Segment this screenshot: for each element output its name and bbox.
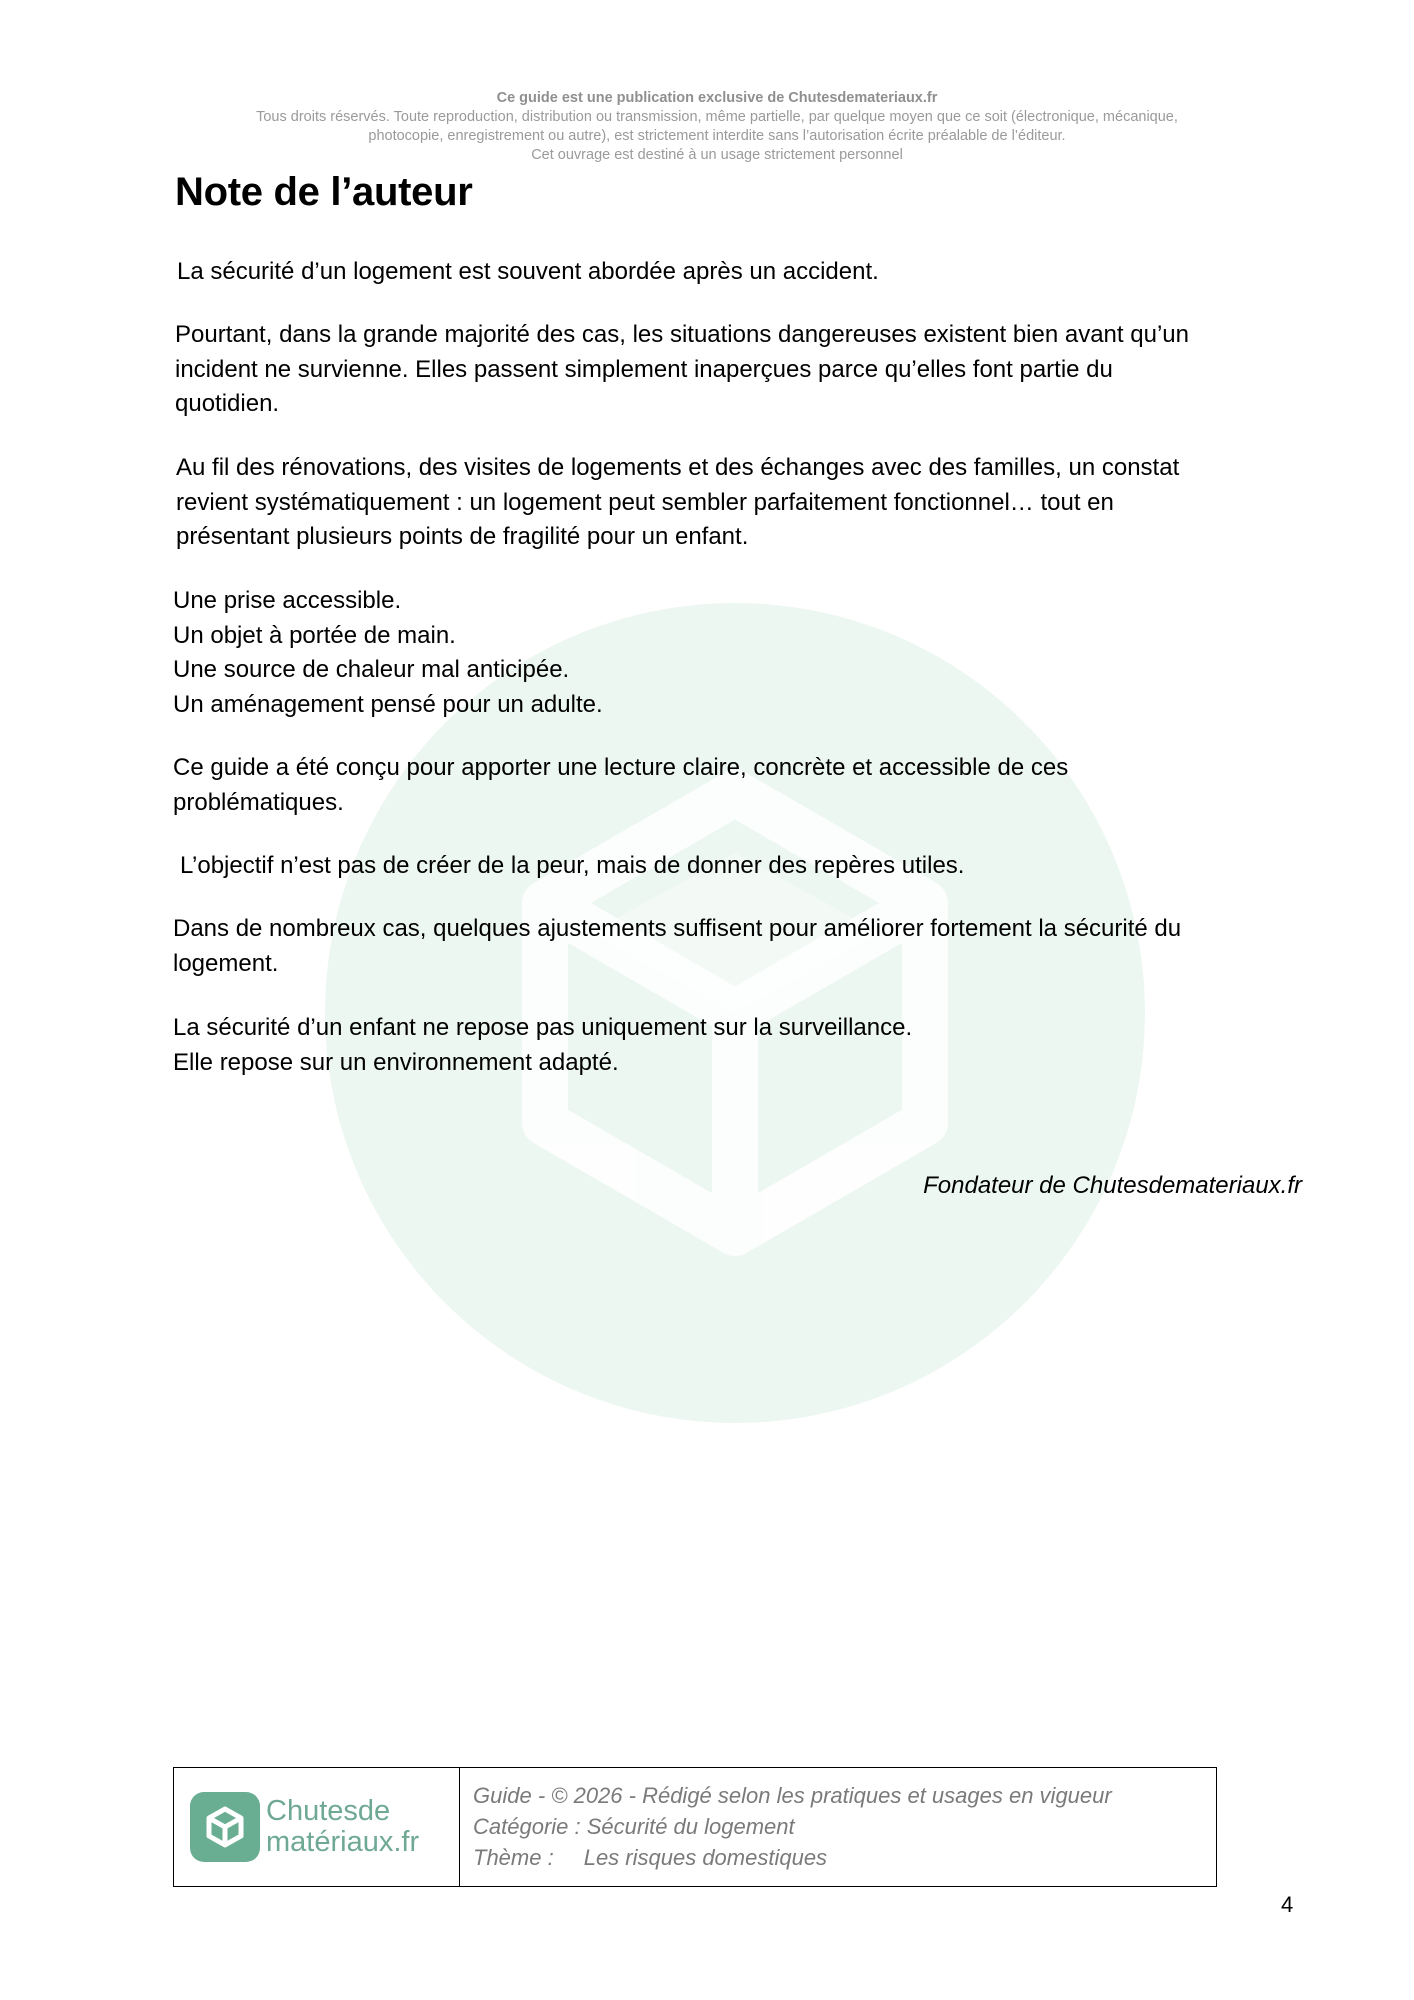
footer-category-line: Catégorie : Sécurité du logement xyxy=(473,1814,795,1839)
notice-rights-line-2: photocopie, enregistrement ou autre), est strictement interdite sans l’autorisation écrite préalable de l’éditeur. xyxy=(368,128,1066,144)
brand-logo-text xyxy=(266,1796,419,1858)
notice-publisher-line: Ce guide est une publication exclusive de Chutesdemateriaux.fr xyxy=(496,90,938,106)
page-number: 4 xyxy=(1281,1892,1294,1917)
footer-guide-line: Guide - © 2026 - Rédigé selon les pratiques et usages en vigueur xyxy=(473,1783,1112,1808)
notice-usage-line: Cet ouvrage est destiné à un usage strictement personnel xyxy=(531,147,903,163)
paragraph-3-line: présentant plusieurs points de fragilité pour un enfant. xyxy=(176,523,749,550)
paragraph-3-line: Au fil des rénovations, des visites de logements et des échanges avec des familles, un constat xyxy=(176,454,1180,481)
footer-theme-value: Les risques domestiques xyxy=(583,1845,828,1870)
brand-logo xyxy=(174,1768,460,1886)
paragraph-7-line: Dans de nombreux cas, quelques ajustements suffisent pour améliorer fortement la sécurité du xyxy=(173,915,1182,942)
footer-theme-line xyxy=(473,1842,1112,1873)
paragraph-3-line: revient systématiquement : un logement peut sembler parfaitement fonctionnel… tout en xyxy=(176,488,1114,516)
paragraph-8-line: La sécurité d’un enfant ne repose pas uniquement sur la surveillance. xyxy=(173,1014,913,1041)
paragraph-4-list xyxy=(173,584,1298,722)
paragraph-1: La sécurité d’un logement est souvent abordée après un accident. xyxy=(177,258,879,285)
copyright-notice xyxy=(150,89,1284,165)
paragraph-7-line: logement. xyxy=(173,949,279,977)
paragraph-7 xyxy=(173,912,1298,981)
paragraph-8 xyxy=(173,1011,1298,1080)
paragraph-5 xyxy=(173,751,1298,820)
paragraph-6: L’objectif n’est pas de créer de la peur, mais de donner des repères utiles. xyxy=(180,852,965,879)
paragraph-3 xyxy=(176,451,1301,555)
cube-logo-icon xyxy=(190,1792,260,1862)
footer-theme-label: Thème : xyxy=(473,1845,554,1870)
footer-box xyxy=(173,1767,1217,1887)
paragraph-2-line: quotidien. xyxy=(175,390,280,417)
paragraph-4-line: Une source de chaleur mal anticipée. xyxy=(173,656,570,683)
logo-text-line-1: Chutesde xyxy=(266,1795,391,1827)
paragraph-5-line: Ce guide a été conçu pour apporter une lecture claire, concrète et accessible de ces xyxy=(173,754,1069,781)
paragraph-4-line: Une prise accessible. xyxy=(173,587,402,614)
paragraph-2 xyxy=(175,318,1300,422)
paragraph-4-line: Un aménagement pensé pour un adulte. xyxy=(173,690,603,718)
author-signature: Fondateur de Chutesdemateriaux.fr xyxy=(923,1172,1302,1199)
paragraph-2-line: incident ne survienne. Elles passent simplement inaperçues parce qu’elles font partie du xyxy=(175,355,1113,383)
paragraph-4-line: Un objet à portée de main. xyxy=(173,621,456,649)
logo-text-line-2: matériaux.fr xyxy=(266,1826,420,1858)
paragraph-8-line: Elle repose sur un environnement adapté. xyxy=(173,1048,619,1076)
page-title: Note de l’auteur xyxy=(175,170,473,214)
notice-rights-line: Tous droits réservés. Toute reproduction, distribution ou transmission, même partielle, par quelque moyen que ce soit (électronique, mécanique, xyxy=(256,109,1178,125)
paragraph-5-line: problématiques. xyxy=(173,788,344,816)
paragraph-2-line: Pourtant, dans la grande majorité des cas, les situations dangereuses existent bien avant qu’un xyxy=(175,321,1189,348)
footer-info xyxy=(460,1768,1112,1886)
